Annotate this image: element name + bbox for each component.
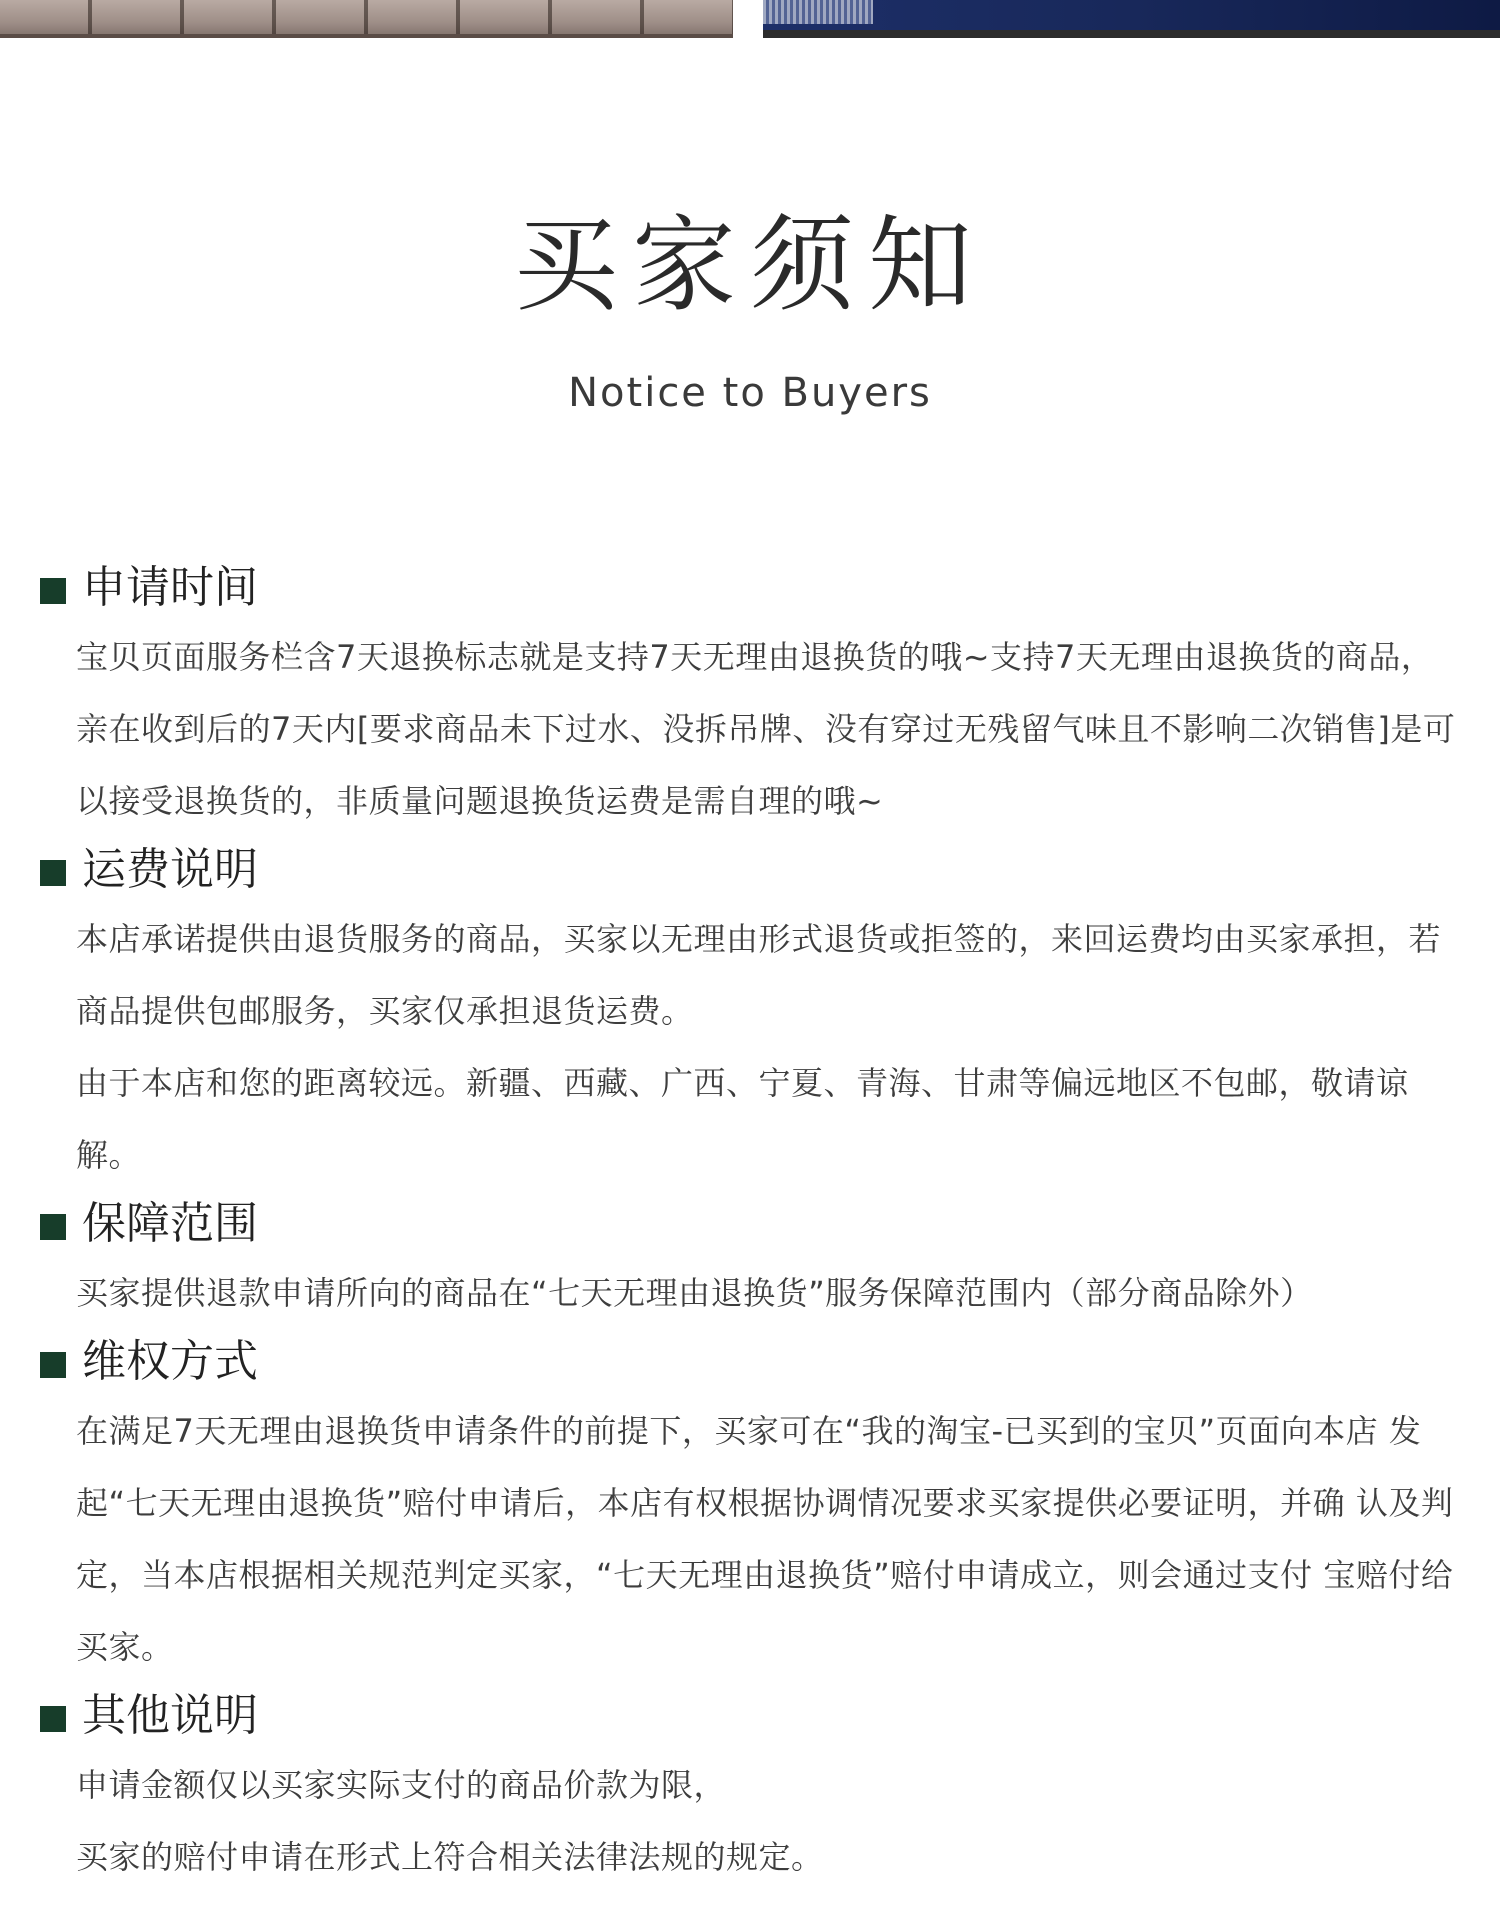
square-bullet-icon xyxy=(40,1706,66,1732)
square-bullet-icon xyxy=(40,1352,66,1378)
section-paragraph: 申请金额仅以买家实际支付的商品价款为限， xyxy=(76,1766,727,1804)
photo-detail-pattern xyxy=(763,0,873,24)
section-title-text: 保障范围 xyxy=(82,1198,258,1249)
section-title xyxy=(40,555,1460,621)
section-claim-method xyxy=(40,1329,1460,1683)
square-bullet-icon xyxy=(40,1214,66,1240)
section-title-text: 运费说明 xyxy=(82,844,258,895)
section-title xyxy=(40,1329,1460,1395)
section-title-text: 维权方式 xyxy=(82,1336,258,1387)
section-title xyxy=(40,1683,1460,1749)
section-other-notes xyxy=(40,1683,1460,1893)
section-paragraph: 本店承诺提供由退货服务的商品，买家以无理由形式退货或拒签的，来回运费均由买家承担，若商品提供包邮服务，买家仅承担退货运费。 xyxy=(76,920,1442,1030)
section-title xyxy=(40,1191,1460,1257)
notice-content xyxy=(40,555,1460,1893)
section-application-time xyxy=(40,555,1460,837)
section-paragraph: 在满足7天无理由退换货申请条件的前提下，买家可在“我的淘宝-已买到的宝贝”页面向本店 发起“七天无理由退换货”赔付申请后，本店有权根据协调情况要求买家提供必要证明，并确 认及判定，当本店根据相关规范判定买家，“七天无理由退换货”赔付申请成立，则会通过支付 宝赔付给买家。 xyxy=(76,1412,1454,1666)
product-photo-right xyxy=(763,0,1500,38)
section-paragraph: 买家提供退款申请所向的商品在“七天无理由退换货”服务保障范围内（部分商品除外） xyxy=(76,1274,1313,1312)
section-title-text: 其他说明 xyxy=(82,1690,258,1741)
notice-heading xyxy=(0,195,1500,417)
section-shipping-fees xyxy=(40,837,1460,1191)
section-paragraph: 由于本店和您的距离较远。新疆、西藏、广西、宁夏、青海、甘肃等偏远地区不包邮，敬请谅解。 xyxy=(76,1064,1409,1174)
section-coverage xyxy=(40,1191,1460,1329)
section-paragraph: 宝贝页面服务栏含7天退换标志就是支持7天无理由退换货的哦~支持7天无理由退换货的商品，亲在收到后的7天内[要求商品未下过水、没拆吊牌、没有穿过无残留气味且不影响二次销售]是可以接受退换货的，非质量问题退换货运费是需自理的哦~ xyxy=(76,638,1456,820)
square-bullet-icon xyxy=(40,578,66,604)
section-paragraph: 买家的赔付申请在形式上符合相关法律法规的规定。 xyxy=(76,1838,824,1876)
section-title-text: 申请时间 xyxy=(82,562,258,613)
top-photo-strip xyxy=(0,0,1500,40)
heading-title-en: Notice to Buyers xyxy=(568,370,932,416)
square-bullet-icon xyxy=(40,860,66,886)
section-title xyxy=(40,837,1460,903)
product-photo-left xyxy=(0,0,733,38)
heading-title-cn: 买家须知 xyxy=(513,204,986,326)
